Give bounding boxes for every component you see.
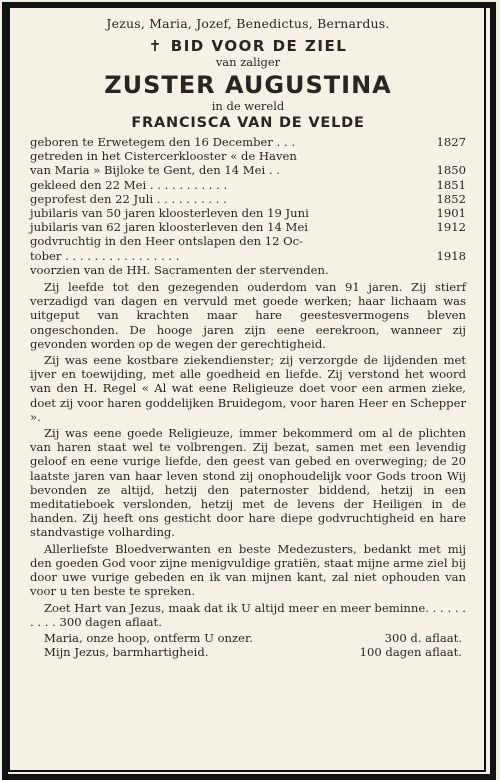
deceased-name: ZUSTER AUGUSTINA <box>104 71 392 99</box>
paragraph: Allerliefste Bloedverwanten en beste Medezusters, bedankt met mij den goeden God voor zijne menigvuldige gratiën, staat mijne arme ziel bij door uwe vurige gebeden en ik van mijnen kant, zal niet ophouden van voor u ten beste te spreken. <box>30 541 466 599</box>
event-row: geboren te Erwetegem den 16 December . . . 1827 <box>30 135 466 149</box>
paragraph: Zij was eene goede Religieuze, immer bekommerd om al de plichten van haren staat wel te volbrengen. Zij bezat, samen met een levendig geloof en eene vurige liefde, den geest van gebed en overweging; de 20 laatste jaren van haar leven stond zij onophoudelijk voor Gods troon Wij bevonden ze altijd, hetzij den paternoster biddend, hetzij in een meditatieboek verslonden, hetzij met de levens der Heiligen in de handen. Zij heeft ons gesticht door hare diepe godvruchtigheid en hare standvastige volharding. <box>30 426 466 540</box>
wereld-line: in de wereld <box>211 99 285 113</box>
event-row: gekleed den 22 Mei . . . . . . . . . . . 1851 <box>30 177 466 192</box>
life-events <box>30 135 466 277</box>
card-border <box>8 4 486 772</box>
event-row: getreden in het Cistercerklooster « de Haven <box>30 149 297 164</box>
indulgence-row: Mijn Jezus, barmhartigheid. 100 dagen aflaat. <box>44 645 462 660</box>
paragraph: Zoet Hart van Jezus, maak dat ik U altijd meer en meer beminne. . . . . . . . . . 300 dagen aflaat. <box>30 600 466 629</box>
event-row: godvruchtig in den Heer ontslapen den 12 Oc- <box>30 234 304 249</box>
prayer-heading <box>30 37 466 55</box>
paragraph: Zij leefde tot den gezegenden ouderdom van 91 jaren. Zij stierf verzadigd van dagen en vervuld met goede werken; haar lichaam was uitgeput van krachten maar hare geestesvermogens bleven ongeschonden. De hooge jaren zijn eene eerekroon, wanneer zij gevonden worden op de wegen der gerechtigheid. <box>30 280 466 351</box>
saints-line: Jezus, Maria, Jozef, Benedictus, Bernardus. <box>106 16 390 31</box>
cross-icon: ✝ <box>148 37 163 55</box>
event-row: jubilaris van 50 jaren kloosterleven den 19 Juni 1901 <box>30 206 466 221</box>
eulogy-text <box>30 280 466 629</box>
event-row: geprofest den 22 Juli . . . . . . . . . . 1852 <box>30 191 466 206</box>
paragraph: Zij was eene kostbare ziekendienster; zij verzorgde de lijdenden met ijver en toewijding, met alle goedheid en liefde. Zij verstond het woord van den H. Regel « Al wat eene Religieuze doet voor een armen zieke, doet zij voor haren goddelijken Bruidegom, voor haren Heer en Schepper ». <box>30 353 466 424</box>
indulgences <box>30 631 466 659</box>
event-row: voorzien van de HH. Sacramenten der stervenden. <box>30 262 329 277</box>
event-row: van Maria » Bijloke te Gent, den 14 Mei . . 1850 <box>30 163 466 178</box>
birth-name: FRANCISCA VAN DE VELDE <box>131 115 365 131</box>
bid-text: BID VOOR DE ZIEL <box>170 37 348 55</box>
zaliger-line: van zaliger <box>215 55 281 69</box>
event-row: jubilaris van 62 jaren kloosterleven den 14 Mei 1912 <box>30 220 466 235</box>
memorial-card <box>10 6 484 770</box>
event-row: tober . . . . . . . . . . . . . . . . 1918 <box>30 248 466 263</box>
indulgence-row: Maria, onze hoop, ontferm U onzer. 300 d. aflaat. <box>44 630 462 645</box>
